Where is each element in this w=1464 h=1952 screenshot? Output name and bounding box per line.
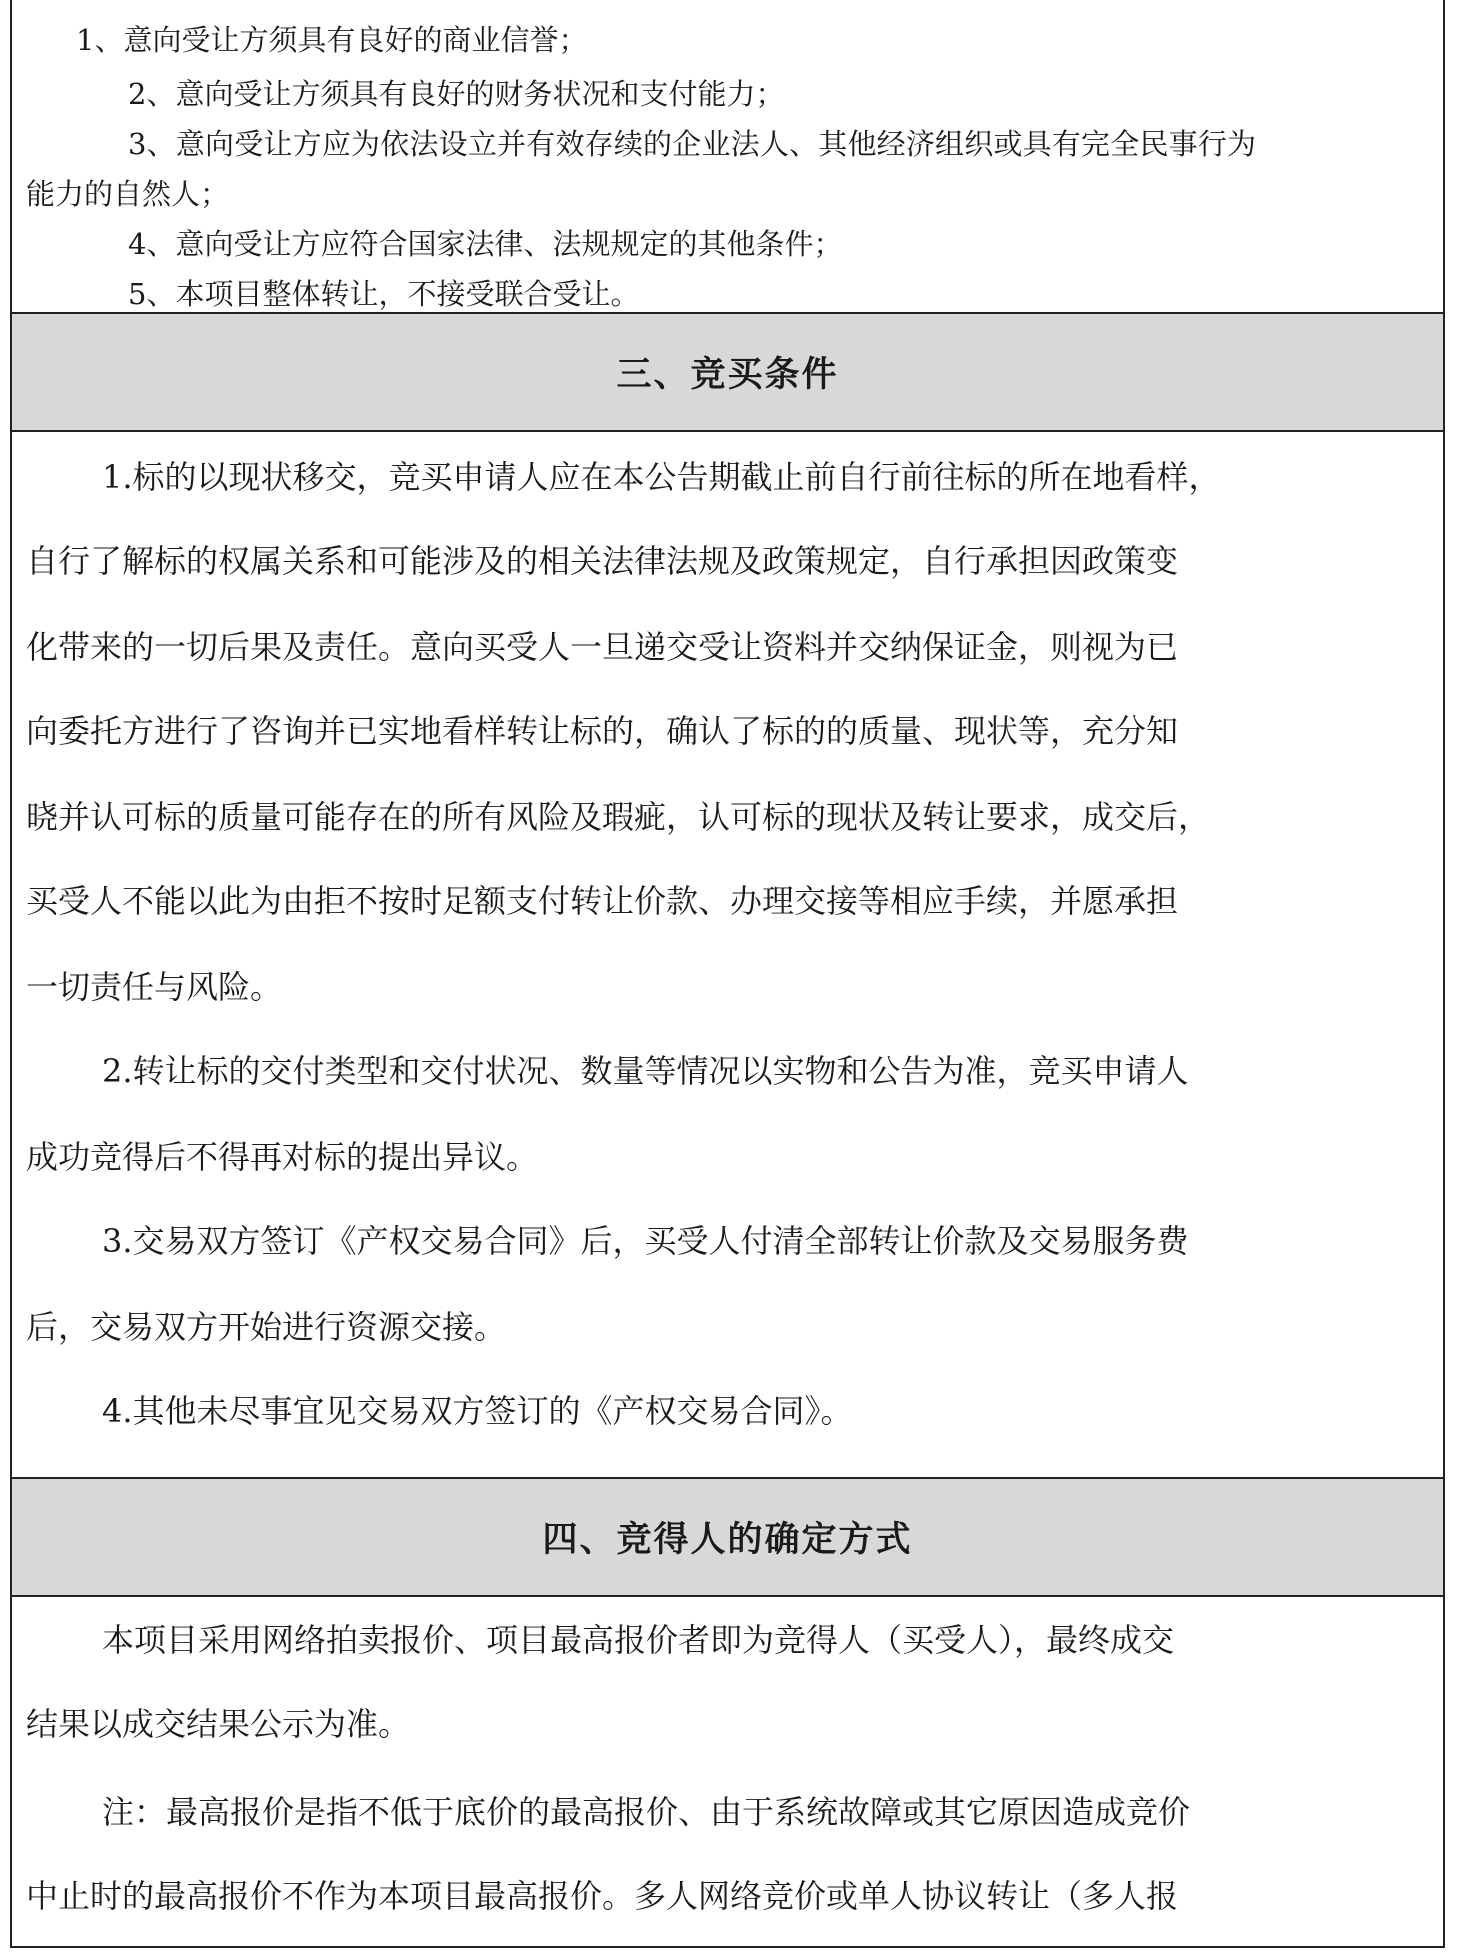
- condition-item: 能力的自然人；: [26, 177, 230, 211]
- section-title: 四、竞得人的确定方式: [542, 1520, 913, 1560]
- condition-item: 4、意向受让方应符合国家法律、法规规定的其他条件；: [128, 227, 843, 261]
- section-title: 三、竞买条件: [616, 355, 839, 395]
- condition-item: 1、意向受让方须具有良好的商业信誉；: [76, 23, 588, 57]
- paragraph-line: 买受人不能以此为由拒不按时足额支付转让价款、办理交接等相应手续，并愿承担: [26, 882, 1179, 920]
- section-header-4: [12, 1477, 1443, 1597]
- paragraph-line: 3.交易双方签订《产权交易合同》后，买受人付清全部转让价款及交易服务费: [102, 1222, 1189, 1260]
- paragraph-line: 结果以成交结果公示为准。: [26, 1705, 411, 1743]
- paragraph-line: 成功竞得后不得再对标的提出异议。: [26, 1138, 539, 1176]
- document-table: [10, 0, 1445, 1948]
- conditions-section: [12, 0, 1443, 312]
- paragraph-line: 本项目采用网络拍卖报价、项目最高报价者即为竞得人（买受人），最终成交: [102, 1621, 1175, 1659]
- paragraph-line: 一切责任与风险。: [26, 968, 283, 1006]
- paragraph-line: 自行了解标的权属关系和可能涉及的相关法律法规及政策规定，自行承担因政策变: [26, 542, 1179, 580]
- paragraph-line: 后，交易双方开始进行资源交接。: [26, 1308, 507, 1346]
- section-body-3: [12, 432, 1443, 1477]
- section-body-4: [12, 1597, 1443, 1948]
- condition-item: 3、意向受让方应为依法设立并有效存续的企业法人、其他经济组织或具有完全民事行为: [128, 127, 1257, 161]
- paragraph-line: 4.其他未尽事宜见交易双方签订的《产权交易合同》。: [102, 1392, 853, 1430]
- paragraph-line: 向委托方进行了咨询并已实地看样转让标的，确认了标的的质量、现状等，充分知: [26, 712, 1179, 750]
- condition-item: 2、意向受让方须具有良好的财务状况和支付能力；: [128, 77, 785, 111]
- section-header-3: [12, 312, 1443, 432]
- paragraph-line: 晓并认可标的质量可能存在的所有风险及瑕疵，认可标的现状及转让要求，成交后，: [26, 798, 1211, 836]
- paragraph-line: 2.转让标的交付类型和交付状况、数量等情况以实物和公告为准，竞买申请人: [102, 1052, 1189, 1090]
- paragraph-line: 1.标的以现状移交，竞买申请人应在本公告期截止前自行前往标的所在地看样，: [102, 458, 1221, 496]
- paragraph-line: 化带来的一切后果及责任。意向买受人一旦递交受让资料并交纳保证金，则视为已: [26, 628, 1179, 666]
- condition-item: 5、本项目整体转让，不接受联合受让。: [128, 277, 640, 311]
- paragraph-line: 中止时的最高报价不作为本项目最高报价。多人网络竞价或单人协议转让（多人报: [26, 1877, 1179, 1915]
- paragraph-line: 注：最高报价是指不低于底价的最高报价、由于系统故障或其它原因造成竞价: [102, 1793, 1191, 1831]
